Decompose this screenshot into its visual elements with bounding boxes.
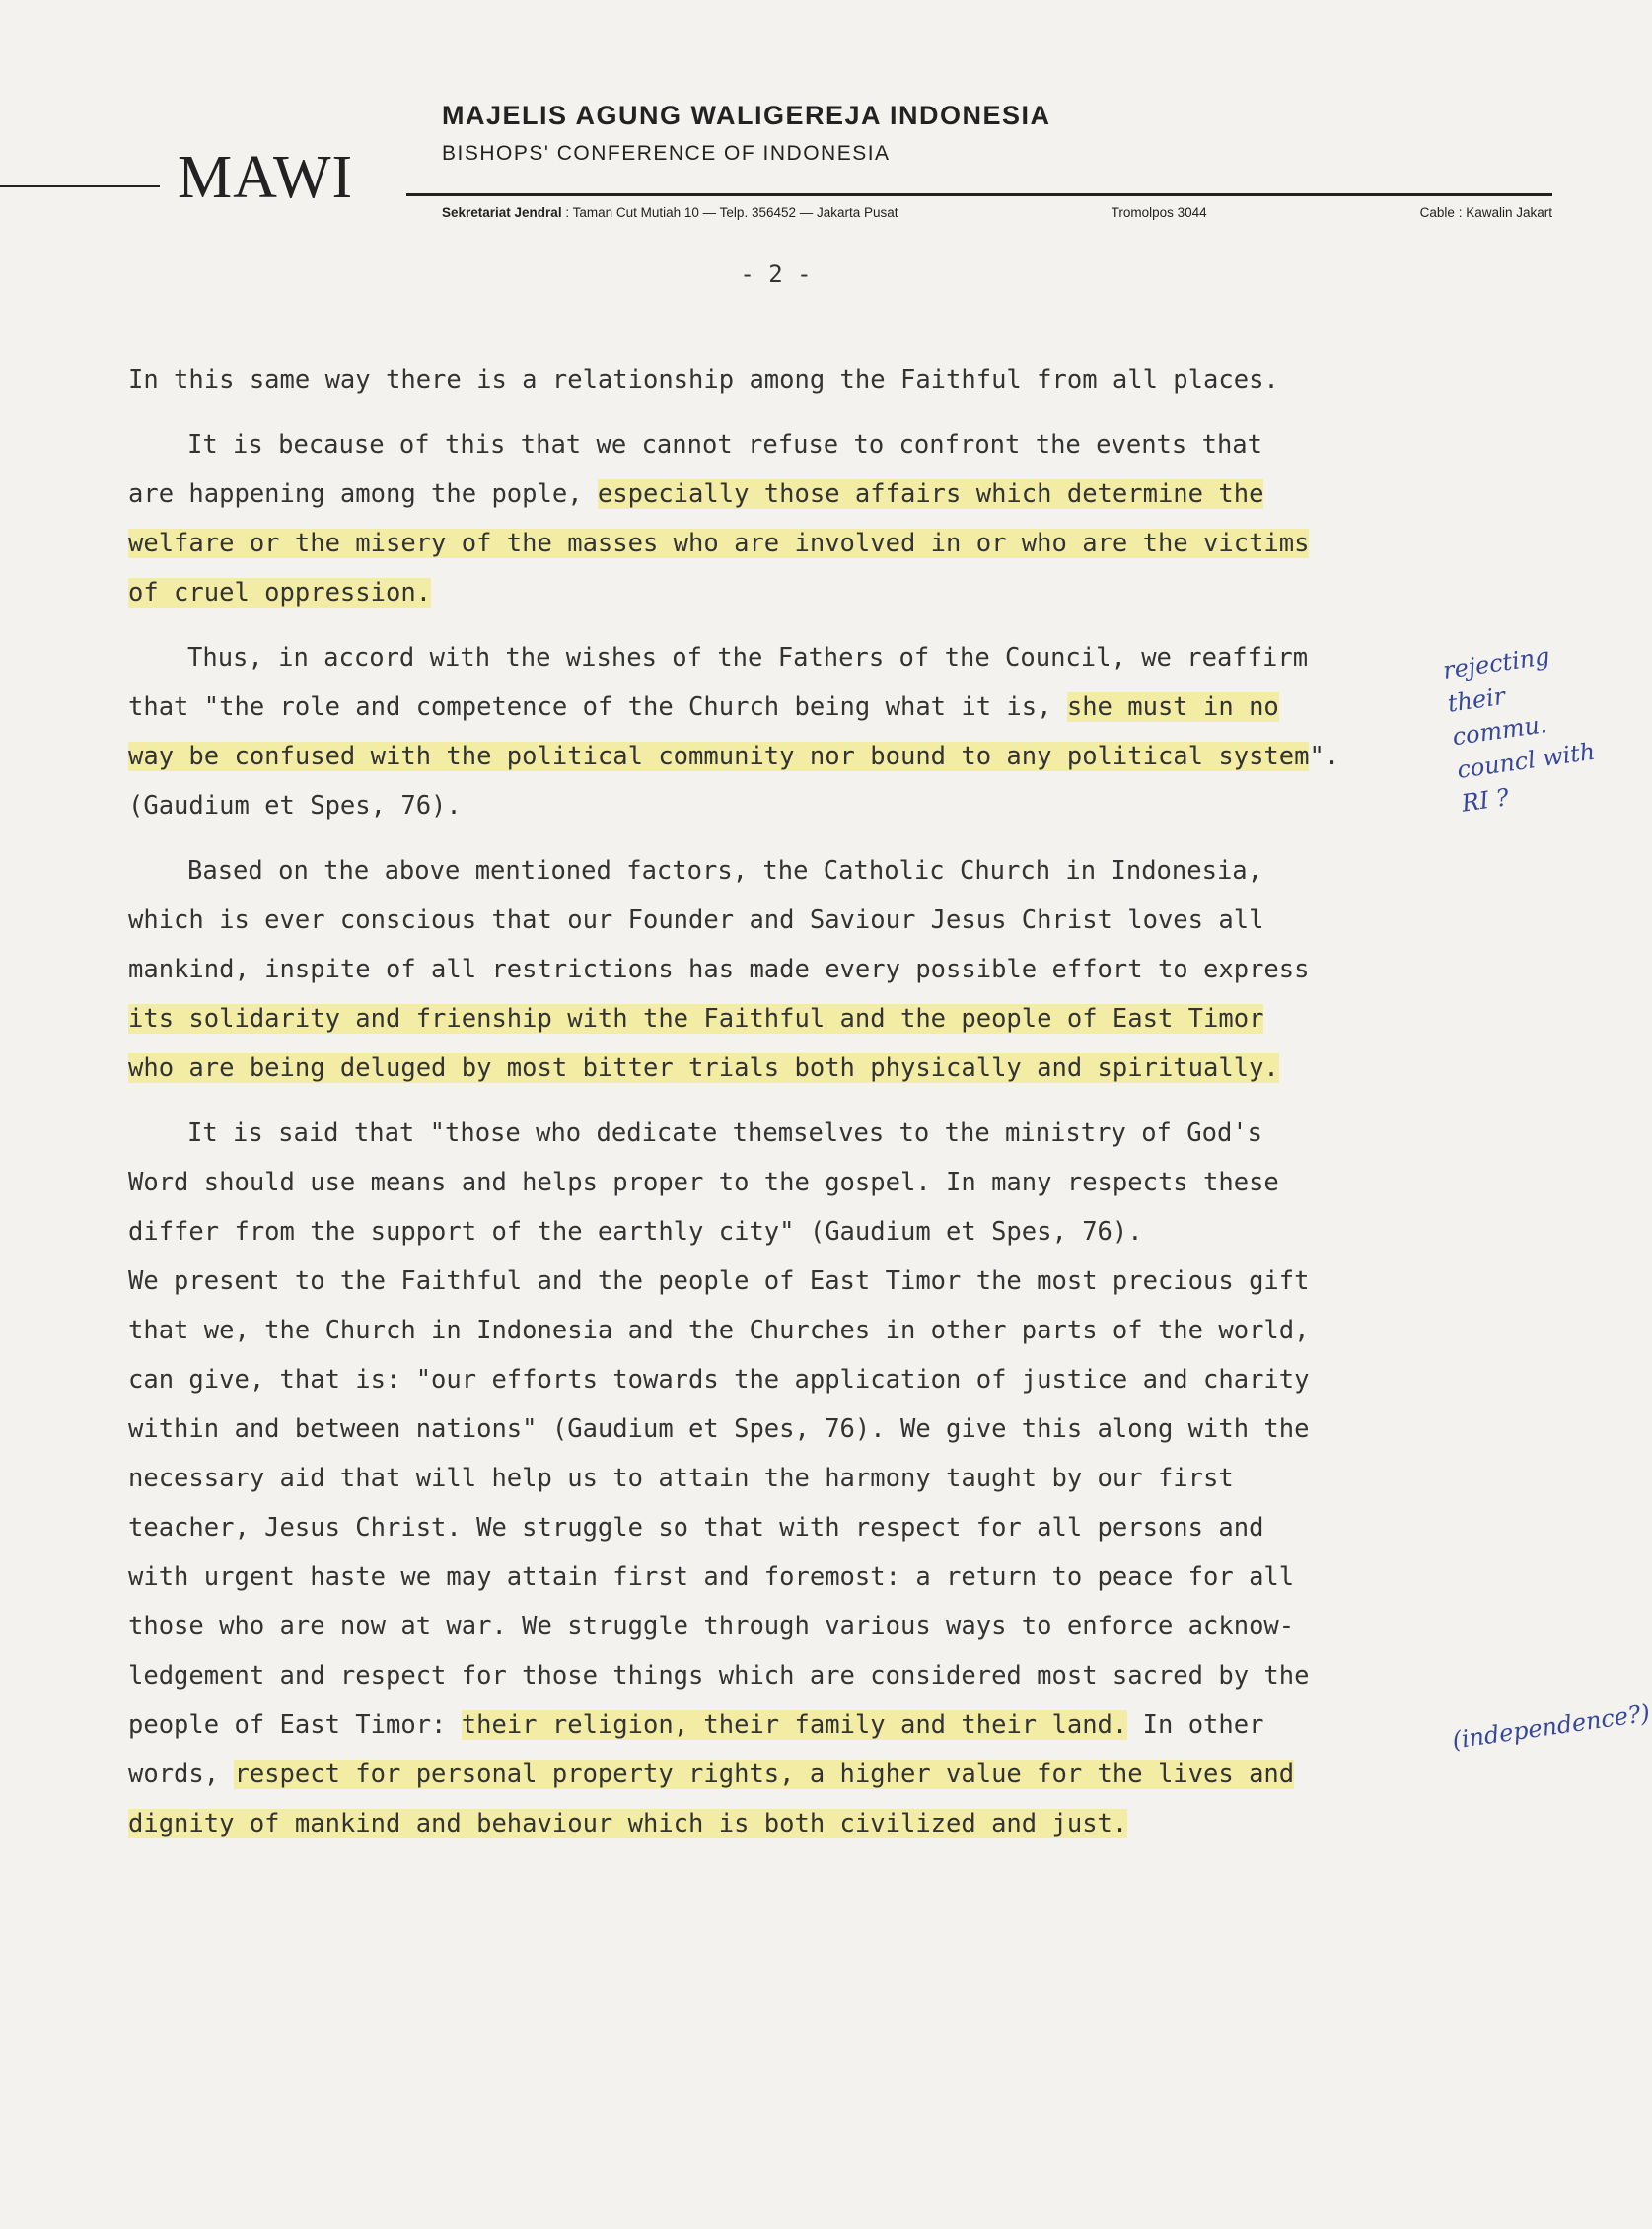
text-segment: are happening among the pople, bbox=[128, 479, 598, 509]
letterhead-rule-right bbox=[406, 193, 1552, 196]
text-line bbox=[128, 1799, 1489, 1848]
highlighted-text: welfare or the misery of the masses who are involved in or who are the victims bbox=[128, 529, 1310, 558]
highlighted-text: she must in no bbox=[1066, 692, 1279, 722]
text-segment: ". bbox=[1309, 742, 1340, 771]
text-segment: that we, the Church in Indonesia and the Churches in other parts of the world, bbox=[128, 1316, 1310, 1345]
text-segment: those who are now at war. We struggle through various ways to enforce acknow- bbox=[128, 1612, 1295, 1641]
highlighted-text: who are being deluged by most bitter trials both physically and spiritually. bbox=[128, 1053, 1279, 1083]
address-sekretariat: Sekretariat Jendral bbox=[442, 205, 562, 220]
highlighted-text: respect for personal property rights, a higher value for the lives and bbox=[234, 1760, 1295, 1789]
text-line bbox=[128, 683, 1489, 732]
text-segment: which is ever conscious that our Founder and Saviour Jesus Christ loves all bbox=[128, 905, 1264, 935]
text-line bbox=[128, 896, 1489, 945]
text-line bbox=[128, 1454, 1489, 1503]
text-line bbox=[128, 846, 1489, 896]
text-segment: necessary aid that will help us to attain the harmony taught by our first bbox=[128, 1464, 1234, 1493]
text-segment: words, bbox=[128, 1760, 235, 1789]
highlighted-text: their religion, their family and their land. bbox=[461, 1710, 1128, 1740]
page-number: - 2 - bbox=[740, 260, 812, 288]
handwritten-annotation-2: (independence?) bbox=[1450, 1698, 1652, 1755]
text-segment: differ from the support of the earthly city" (Gaudium et Spes, 76). bbox=[128, 1217, 1143, 1247]
text-segment: ledgement and respect for those things which are considered most sacred by the bbox=[128, 1661, 1310, 1690]
text-line bbox=[128, 1043, 1489, 1093]
text-line bbox=[128, 519, 1489, 568]
paragraph bbox=[128, 633, 1489, 830]
text-segment: Thus, in accord with the wishes of the Fathers of the Council, we reaffirm bbox=[187, 643, 1309, 673]
text-segment: In this same way there is a relationship among the Faithful from all places. bbox=[128, 365, 1279, 395]
text-segment: with urgent haste we may attain first and foremost: a return to peace for all bbox=[128, 1562, 1295, 1592]
text-line bbox=[128, 1158, 1489, 1207]
address-street: : Taman Cut Mutiah 10 — Telp. 356452 — Jakarta Pusat bbox=[565, 205, 898, 220]
text-line bbox=[128, 1355, 1489, 1404]
organization-subtitle: BISHOPS' CONFERENCE OF INDONESIA bbox=[442, 142, 891, 165]
address-sekretariat-street bbox=[442, 205, 898, 220]
text-line bbox=[128, 633, 1489, 683]
paragraph bbox=[128, 846, 1489, 1093]
text-line bbox=[128, 994, 1489, 1043]
text-line bbox=[128, 1257, 1489, 1306]
letterhead-address bbox=[442, 205, 1552, 220]
highlighted-text: of cruel oppression. bbox=[128, 578, 432, 608]
text-line bbox=[128, 1306, 1489, 1355]
address-pobox: Tromolpos 3044 bbox=[1111, 205, 1207, 220]
text-line bbox=[128, 1404, 1489, 1454]
text-line bbox=[128, 1109, 1489, 1158]
text-line bbox=[128, 1207, 1489, 1257]
letterhead-rule-left bbox=[0, 185, 160, 187]
text-segment: It is because of this that we cannot refuse to confront the events that bbox=[187, 430, 1263, 460]
text-segment: It is said that "those who dedicate themselves to the ministry of God's bbox=[187, 1118, 1263, 1148]
highlighted-text: dignity of mankind and behaviour which is both civilized and just. bbox=[128, 1809, 1128, 1838]
text-segment: We present to the Faithful and the people of East Timor the most precious gift bbox=[128, 1266, 1310, 1296]
highlighted-text: especially those affairs which determine the bbox=[597, 479, 1264, 509]
text-line bbox=[128, 1503, 1489, 1552]
text-line bbox=[128, 1750, 1489, 1799]
text-line bbox=[128, 1651, 1489, 1700]
text-segment: teacher, Jesus Christ. We struggle so that with respect for all persons and bbox=[128, 1513, 1264, 1543]
text-segment: that "the role and competence of the Church being what it is, bbox=[128, 692, 1067, 722]
letter-body bbox=[128, 355, 1489, 1864]
text-segment: (Gaudium et Spes, 76). bbox=[128, 791, 462, 821]
text-line bbox=[128, 732, 1489, 781]
text-line bbox=[128, 1700, 1489, 1750]
organization-name: MAJELIS AGUNG WALIGEREJA INDONESIA bbox=[442, 101, 1051, 130]
text-line bbox=[128, 781, 1489, 830]
paragraph bbox=[128, 1109, 1489, 1848]
letterhead-logo: MAWI bbox=[178, 144, 354, 211]
text-segment: mankind, inspite of all restrictions has made every possible effort to express bbox=[128, 955, 1310, 984]
text-segment: In other bbox=[1127, 1710, 1264, 1740]
text-line bbox=[128, 568, 1489, 617]
address-cable: Cable : Kawalin Jakart bbox=[1419, 205, 1552, 220]
text-line bbox=[128, 420, 1489, 469]
text-line bbox=[128, 469, 1489, 519]
handwritten-annotation-1: rejecting their commu. councl with RI ? bbox=[1441, 642, 1597, 818]
text-segment: Word should use means and helps proper to the gospel. In many respects these bbox=[128, 1168, 1279, 1197]
paragraph bbox=[128, 420, 1489, 617]
text-segment: Based on the above mentioned factors, the Catholic Church in Indonesia, bbox=[187, 856, 1263, 886]
text-line bbox=[128, 1552, 1489, 1602]
paragraph bbox=[128, 355, 1489, 404]
text-segment: within and between nations" (Gaudium et Spes, 76). We give this along with the bbox=[128, 1414, 1310, 1444]
text-segment: people of East Timor: bbox=[128, 1710, 462, 1740]
text-segment: can give, that is: "our efforts towards the application of justice and charity bbox=[128, 1365, 1310, 1395]
highlighted-text: way be confused with the political community nor bound to any political system bbox=[128, 742, 1310, 771]
text-line bbox=[128, 1602, 1489, 1651]
highlighted-text: its solidarity and frienship with the Faithful and the people of East Timor bbox=[128, 1004, 1264, 1034]
text-line bbox=[128, 355, 1489, 404]
text-line bbox=[128, 945, 1489, 994]
